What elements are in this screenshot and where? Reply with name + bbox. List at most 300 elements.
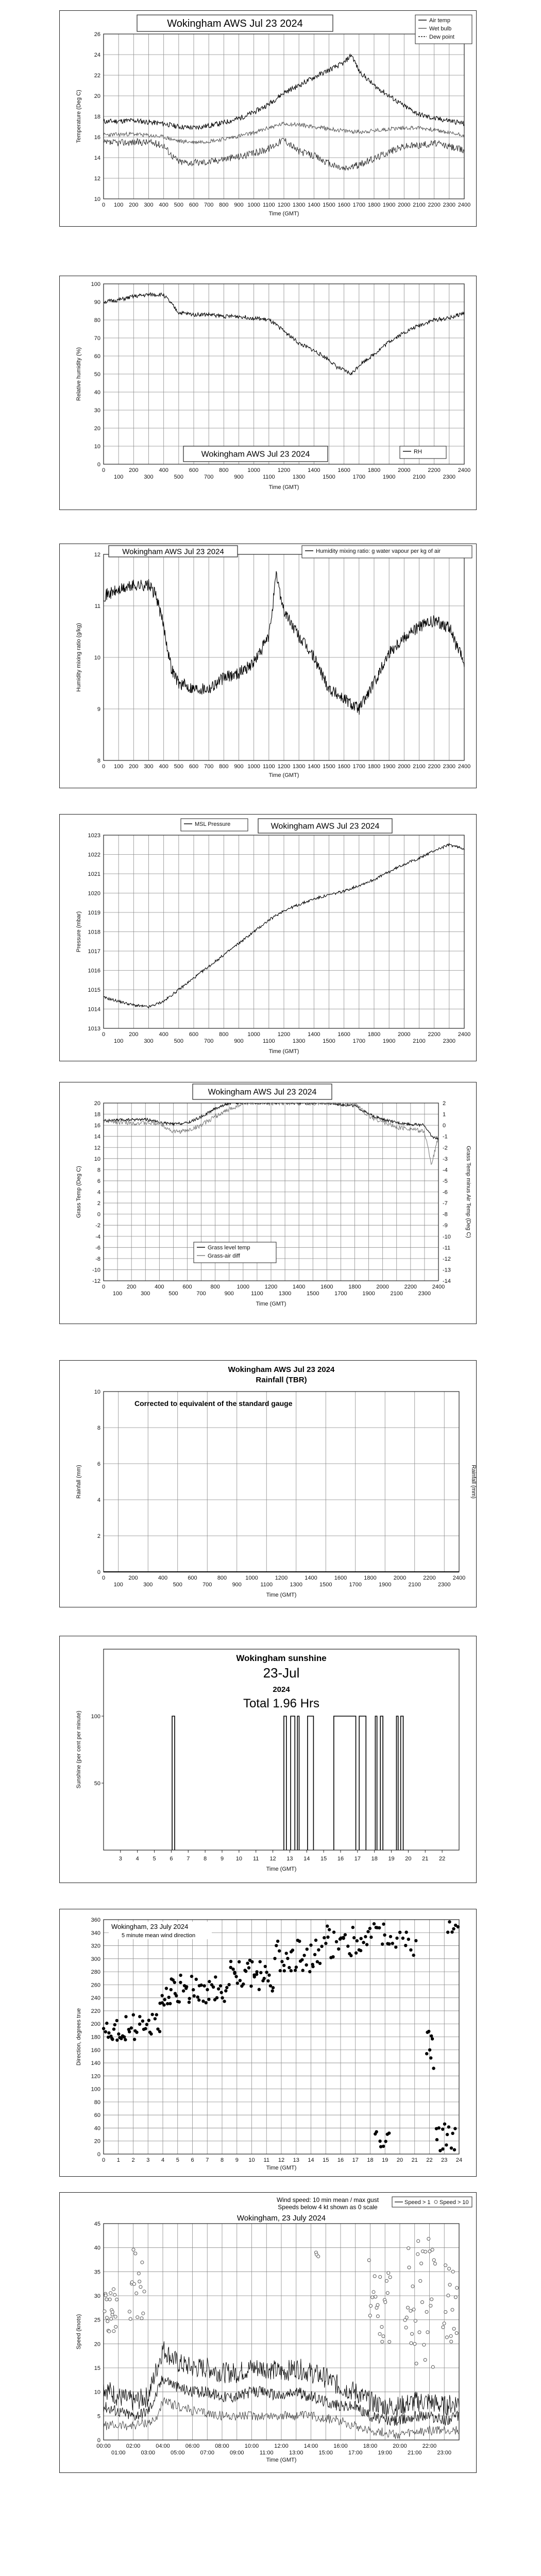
direction-point — [128, 2030, 131, 2033]
gust-point — [427, 2238, 430, 2241]
x-tick-label: 14:00 — [303, 2443, 318, 2449]
y-axis-label: Pressure (mbar) — [76, 911, 82, 953]
gust-point — [444, 2264, 447, 2267]
grass-temperature-chart-svg — [60, 1082, 476, 1324]
direction-point — [450, 1930, 453, 1934]
direction-point — [308, 1970, 311, 1973]
x-tick-label: 800 — [217, 1575, 227, 1581]
direction-point — [179, 1974, 182, 1977]
x-tick-label: 2400 — [452, 1575, 466, 1581]
gust-point — [376, 2303, 379, 2307]
x-tick-label: 23 — [441, 2157, 448, 2163]
legend-label: Speed > 10 — [439, 2199, 469, 2206]
direction-point — [236, 1981, 239, 1985]
x-tick-label: 1600 — [334, 1575, 347, 1581]
direction-point — [132, 2013, 135, 2016]
gust-point — [382, 2335, 385, 2338]
x-axis-label: Time (GMT) — [266, 2457, 297, 2463]
x-tick-label: 20 — [396, 2157, 403, 2163]
x-tick-label: 21 — [422, 1856, 429, 1862]
gust-point — [424, 2359, 427, 2362]
y-tick-label: 25 — [94, 2317, 100, 2324]
direction-point — [389, 1935, 392, 1938]
x-tick-label: 2400 — [458, 764, 471, 770]
y-tick-label: 60 — [94, 353, 100, 360]
chart-grass-temperature — [59, 1082, 477, 1324]
direction-point — [409, 1948, 412, 1952]
x-tick-label: 3 — [146, 2157, 150, 2163]
direction-point — [446, 1930, 449, 1934]
gust-point — [388, 2340, 391, 2343]
direction-point — [335, 1940, 338, 1943]
x-tick-label: 1200 — [264, 1284, 278, 1290]
direction-point — [212, 1986, 215, 1989]
x-tick-label: 500 — [174, 764, 184, 770]
x-tick-label: 2000 — [398, 1031, 411, 1038]
direction-point — [265, 1971, 268, 1974]
direction-point — [113, 2023, 116, 2026]
x-tick-label: 17 — [352, 2157, 359, 2163]
gust-point — [404, 2326, 408, 2329]
y-tick-label: 300 — [91, 1956, 100, 1962]
direction-point — [112, 2027, 115, 2030]
y-tick-label: -12 — [92, 1278, 100, 1284]
direction-point — [173, 1981, 176, 1984]
gust-point — [445, 2336, 448, 2339]
direction-point — [309, 1943, 312, 1946]
gust-point — [422, 2343, 426, 2346]
x-tick-label: 600 — [188, 1575, 197, 1581]
y2-tick-label: -3 — [443, 1156, 448, 1162]
x-tick-label: 16 — [337, 1856, 344, 1862]
direction-point — [200, 1984, 203, 1987]
gust-point — [420, 2262, 423, 2265]
direction-point — [349, 1954, 352, 1957]
y-tick-label: 45 — [94, 2221, 100, 2227]
y-tick-label: 2 — [97, 1200, 100, 1207]
y-tick-label: 240 — [91, 1995, 100, 2002]
y-tick-label: 280 — [91, 1969, 100, 1976]
x-tick-label: 1 — [116, 2157, 120, 2163]
direction-point — [133, 2038, 136, 2041]
direction-point — [229, 1960, 232, 1963]
gust-point — [371, 2296, 374, 2299]
direction-point — [369, 1936, 373, 1939]
y-tick-label: 120 — [91, 2073, 100, 2080]
x-tick-label: 1000 — [247, 467, 260, 473]
x-tick-label: 7 — [187, 1856, 190, 1862]
gust-point — [367, 2259, 370, 2262]
x-tick-label: 700 — [204, 474, 214, 480]
direction-point — [359, 1949, 362, 1952]
gust-point — [379, 2276, 382, 2279]
direction-point — [167, 1996, 171, 1999]
chart-mixing-ratio — [59, 544, 477, 788]
direction-point — [283, 1969, 286, 1972]
x-tick-label: 2 — [131, 2157, 135, 2163]
chart-title: Wokingham AWS Jul 23 2024 — [270, 822, 380, 831]
sunshine-period — [380, 1716, 383, 1850]
y-tick-label: 10 — [94, 196, 100, 202]
x-tick-label: 19 — [382, 2157, 388, 2163]
direction-point — [431, 2037, 434, 2040]
x-tick-label: 300 — [141, 1291, 150, 1297]
x-tick-label: 1400 — [305, 1575, 317, 1581]
chart-subtitle: Rainfall (TBR) — [256, 1376, 307, 1384]
gust-point — [452, 2327, 455, 2330]
x-tick-label: 1000 — [247, 1031, 260, 1038]
x-tick-label: 1200 — [277, 202, 291, 208]
gust-point — [112, 2287, 115, 2291]
direction-point — [313, 1953, 316, 1956]
direction-point — [238, 1960, 241, 1963]
x-tick-label: 17:00 — [348, 2450, 363, 2456]
x-tick-label: 1900 — [362, 1291, 375, 1297]
gust-point — [417, 2240, 420, 2243]
wind-speed-chart-svg — [60, 2193, 476, 2472]
direction-point — [366, 1930, 369, 1933]
direction-point — [383, 1934, 386, 1937]
x-tick-label: 400 — [159, 467, 168, 473]
x-tick-label: 01:00 — [111, 2450, 126, 2456]
direction-point — [135, 2031, 138, 2034]
y-tick-label: 30 — [94, 408, 100, 414]
y-tick-label: -8 — [95, 1256, 100, 1262]
x-tick-label: 9 — [220, 1856, 224, 1862]
x-tick-label: 22 — [439, 1856, 446, 1862]
y-tick-label: 4 — [97, 1497, 100, 1503]
x-tick-label: 200 — [129, 764, 139, 770]
x-tick-label: 02:00 — [126, 2443, 141, 2449]
x-tick-label: 1800 — [367, 467, 381, 473]
sunshine-period — [359, 1716, 366, 1850]
x-tick-label: 04:00 — [156, 2443, 170, 2449]
x-tick-label: 2400 — [458, 1031, 471, 1038]
direction-point — [220, 1991, 223, 1994]
x-tick-label: 19 — [388, 1856, 395, 1862]
gust-point — [114, 2315, 117, 2318]
gust-point — [378, 2332, 381, 2335]
gust-point — [430, 2298, 433, 2301]
direction-point — [453, 2148, 456, 2151]
direction-point — [223, 1999, 226, 2003]
direction-point — [368, 1927, 371, 1930]
y-tick-label: 8 — [97, 758, 100, 764]
y-tick-label: 100 — [91, 281, 100, 287]
x-tick-label: 300 — [144, 764, 154, 770]
y-tick-label: 8 — [97, 1425, 100, 1431]
x-tick-label: 24 — [455, 2157, 463, 2163]
y-tick-label: 18 — [94, 1111, 100, 1118]
direction-point — [382, 1923, 385, 1926]
x-tick-label: 13 — [293, 2157, 299, 2163]
direction-point — [285, 1952, 288, 1955]
y-tick-label: 140 — [91, 2060, 100, 2067]
x-tick-label: 22 — [426, 2157, 433, 2163]
direction-point — [318, 1962, 322, 1965]
direction-point — [147, 2019, 150, 2022]
y2-tick-label: -8 — [443, 1211, 448, 1218]
direction-point — [197, 1998, 200, 2002]
x-tick-label: 1100 — [263, 474, 275, 480]
gust-point — [424, 2250, 427, 2253]
y-tick-label: 70 — [94, 335, 100, 342]
x-tick-label: 0 — [102, 202, 106, 208]
humidity-chart-svg — [60, 276, 476, 510]
gust-point — [132, 2248, 135, 2251]
x-tick-label: 1300 — [292, 202, 306, 208]
y-tick-label: 6 — [97, 1461, 100, 1467]
y-tick-label: -2 — [95, 1223, 100, 1229]
x-tick-label: 1400 — [308, 467, 320, 473]
x-tick-label: 400 — [159, 202, 168, 208]
y2-tick-label: -13 — [443, 1267, 451, 1274]
gust-point — [113, 2293, 116, 2296]
y-tick-label: 40 — [94, 2245, 100, 2251]
direction-point — [437, 2126, 441, 2129]
direction-point — [221, 1996, 224, 1999]
gust-point — [448, 2267, 451, 2270]
y2-tick-label: -1 — [443, 1133, 448, 1140]
direction-point — [253, 1975, 256, 1978]
x-axis-label: Time (GMT) — [268, 772, 299, 778]
y-tick-label: 1019 — [88, 910, 100, 916]
direction-point — [306, 1947, 309, 1951]
gust-point — [405, 2316, 408, 2319]
gust-point — [111, 2310, 114, 2313]
x-tick-label: 1300 — [278, 1291, 292, 1297]
direction-point — [192, 1988, 195, 1991]
y2-tick-label: -4 — [443, 1167, 448, 1174]
direction-point — [155, 2013, 158, 2016]
y-tick-label: 1022 — [88, 852, 100, 858]
gust-point — [388, 2276, 392, 2279]
y-tick-label: 160 — [91, 2047, 100, 2054]
direction-point — [141, 2020, 144, 2023]
gust-point — [411, 2285, 414, 2288]
direction-point — [360, 1937, 363, 1940]
direction-point — [395, 1937, 398, 1940]
gust-point — [454, 2296, 457, 2299]
y-tick-label: 22 — [94, 73, 100, 79]
direction-point — [320, 1945, 323, 1948]
direction-point — [264, 1965, 267, 1968]
y-tick-label: 12 — [94, 176, 100, 182]
x-tick-label: 2000 — [398, 202, 411, 208]
y-tick-label: -10 — [92, 1267, 100, 1274]
legend-label: Dew point — [429, 34, 454, 40]
y-tick-label: 24 — [94, 52, 100, 58]
gust-point — [104, 2294, 107, 2297]
legend-label: Speed > 1 — [404, 2199, 431, 2206]
x-tick-label: 600 — [189, 467, 199, 473]
mixing-ratio-chart-svg — [60, 544, 476, 788]
gust-point — [369, 2304, 373, 2308]
x-tick-label: 1900 — [382, 764, 396, 770]
direction-point — [258, 1988, 261, 1991]
y-tick-label: 100 — [91, 2086, 100, 2093]
direction-point — [331, 1955, 334, 1958]
x-tick-label: 200 — [129, 1031, 139, 1038]
x-tick-label: 2000 — [393, 1575, 407, 1581]
direction-point — [190, 1975, 193, 1978]
direction-point — [404, 1944, 407, 1947]
direction-point — [356, 1939, 359, 1942]
direction-point — [435, 2138, 438, 2141]
x-tick-label: 20 — [405, 1856, 412, 1862]
direction-point — [271, 1989, 274, 1992]
x-tick-label: 2400 — [432, 1284, 445, 1290]
gust-point — [455, 2286, 459, 2290]
y-tick-label: 260 — [91, 1982, 100, 1989]
gust-point — [432, 2259, 435, 2262]
direction-point — [195, 1978, 198, 1981]
direction-point — [365, 1943, 368, 1946]
x-tick-label: 14 — [308, 2157, 314, 2163]
x-tick-label: 1500 — [323, 764, 335, 770]
x-tick-label: 2300 — [443, 1038, 456, 1044]
direction-point — [342, 1937, 345, 1940]
x-tick-label: 1700 — [352, 202, 366, 208]
x-tick-label: 5 — [153, 1856, 156, 1862]
x-tick-label: 2300 — [438, 1582, 451, 1588]
x-tick-label: 1900 — [382, 202, 396, 208]
x-tick-label: 2100 — [413, 202, 426, 208]
x-tick-label: 11 — [253, 1856, 259, 1862]
y-tick-label: 18 — [94, 114, 100, 120]
direction-point — [452, 1927, 455, 1930]
direction-point — [242, 1982, 245, 1986]
x-tick-label: 500 — [168, 1291, 178, 1297]
x-tick-label: 200 — [126, 1284, 137, 1290]
x-tick-label: 900 — [232, 1582, 242, 1588]
y-tick-label: 10 — [94, 444, 100, 450]
gust-point — [412, 2308, 415, 2311]
gust-point — [386, 2292, 389, 2295]
gust-point — [407, 2306, 410, 2309]
direction-point — [244, 1970, 247, 1973]
x-tick-label: 600 — [189, 1031, 199, 1038]
direction-point — [239, 1979, 242, 1982]
y-tick-label: 0 — [97, 1569, 100, 1575]
sunshine-period — [334, 1716, 356, 1850]
x-tick-label: 15 — [323, 2157, 329, 2163]
x-tick-label: 4 — [161, 2157, 165, 2163]
legend-label: Grass-air diff — [208, 1253, 240, 1259]
gust-point — [115, 2298, 119, 2301]
direction-point — [115, 2019, 119, 2022]
x-tick-label: 400 — [155, 1284, 164, 1290]
wind-direction-chart-svg — [60, 1909, 476, 2176]
direction-point — [381, 1942, 384, 1945]
x-tick-label: 14 — [303, 1856, 310, 1862]
direction-point — [225, 1986, 228, 1989]
y-tick-label: 0 — [97, 2437, 100, 2444]
x-tick-label: 1800 — [367, 202, 381, 208]
direction-point — [311, 1965, 314, 1968]
sunshine-period — [396, 1716, 398, 1850]
gust-point — [374, 2295, 377, 2298]
x-tick-label: 2300 — [418, 1291, 431, 1297]
x-tick-label: 0 — [102, 1575, 106, 1581]
x-tick-label: 7 — [206, 2157, 209, 2163]
legend-label: MSL Pressure — [195, 821, 231, 827]
x-tick-label: 2100 — [408, 1582, 421, 1588]
x-tick-label: 100 — [113, 202, 124, 208]
x-tick-label: 2200 — [404, 1284, 417, 1290]
x-tick-label: 2000 — [398, 467, 411, 473]
x-tick-label: 1900 — [382, 1038, 396, 1044]
x-tick-label: 500 — [174, 1038, 184, 1044]
y-tick-label: 40 — [94, 2125, 100, 2132]
y2-tick-label: 0 — [443, 1123, 446, 1129]
gust-point — [109, 2292, 112, 2295]
direction-point — [227, 1983, 230, 1986]
direction-point — [231, 1968, 234, 1971]
chart-title: Wokingham sunshine — [236, 1653, 327, 1663]
x-tick-label: 10 — [248, 2157, 255, 2163]
y-tick-label: 1015 — [88, 987, 100, 993]
direction-point — [207, 1998, 210, 2001]
direction-point — [324, 1942, 327, 1945]
x-tick-label: 1400 — [308, 202, 320, 208]
x-tick-label: 17 — [354, 1856, 361, 1862]
x-tick-label: 16:00 — [333, 2443, 348, 2449]
y-axis-label: Relative humidity (%) — [76, 347, 82, 401]
gust-point — [448, 2283, 451, 2286]
direction-point — [165, 1987, 168, 1990]
direction-point — [130, 2026, 133, 2029]
x-tick-label: 1100 — [260, 1582, 273, 1588]
gust-point — [444, 2311, 447, 2314]
gust-point — [431, 2248, 434, 2251]
x-tick-label: 10:00 — [244, 2443, 259, 2449]
direction-point — [378, 2140, 381, 2143]
x-tick-label: 1700 — [352, 474, 366, 480]
direction-point — [124, 2015, 127, 2018]
direction-point — [425, 2052, 428, 2055]
y-axis-label: Direction, degrees true — [76, 2008, 82, 2066]
x-tick-label: 900 — [234, 764, 244, 770]
direction-point — [457, 1925, 460, 1928]
y-axis-label: Sunshine (per cent per minute) — [76, 1710, 82, 1789]
x-tick-label: 11:00 — [259, 2450, 274, 2456]
y-axis-label: Rainfall (mm) — [76, 1465, 82, 1499]
gust-point — [426, 2331, 429, 2334]
gust-point — [143, 2290, 146, 2293]
direction-point — [246, 1962, 249, 1965]
chart-rainfall — [59, 1360, 477, 1607]
direction-point — [206, 1988, 209, 1991]
direction-point — [302, 1954, 306, 1957]
chart-title: Wokingham AWS Jul 23 2024 — [228, 1365, 335, 1374]
direction-point — [179, 1981, 182, 1984]
direction-point — [196, 1995, 199, 1998]
y-tick-label: 16 — [94, 1123, 100, 1129]
direction-point — [429, 2056, 432, 2059]
y-tick-label: 9 — [97, 706, 100, 713]
y-tick-label: 4 — [97, 1189, 100, 1196]
gust-point — [387, 2272, 390, 2275]
gust-point — [419, 2279, 422, 2282]
direction-point — [145, 2023, 148, 2026]
direction-point — [250, 1960, 253, 1963]
rainfall-chart-svg — [60, 1361, 476, 1607]
y-tick-label: 80 — [94, 2099, 100, 2106]
y-tick-label: 12 — [94, 552, 100, 558]
direction-point — [448, 1920, 451, 1923]
gust-point — [108, 2330, 111, 2333]
